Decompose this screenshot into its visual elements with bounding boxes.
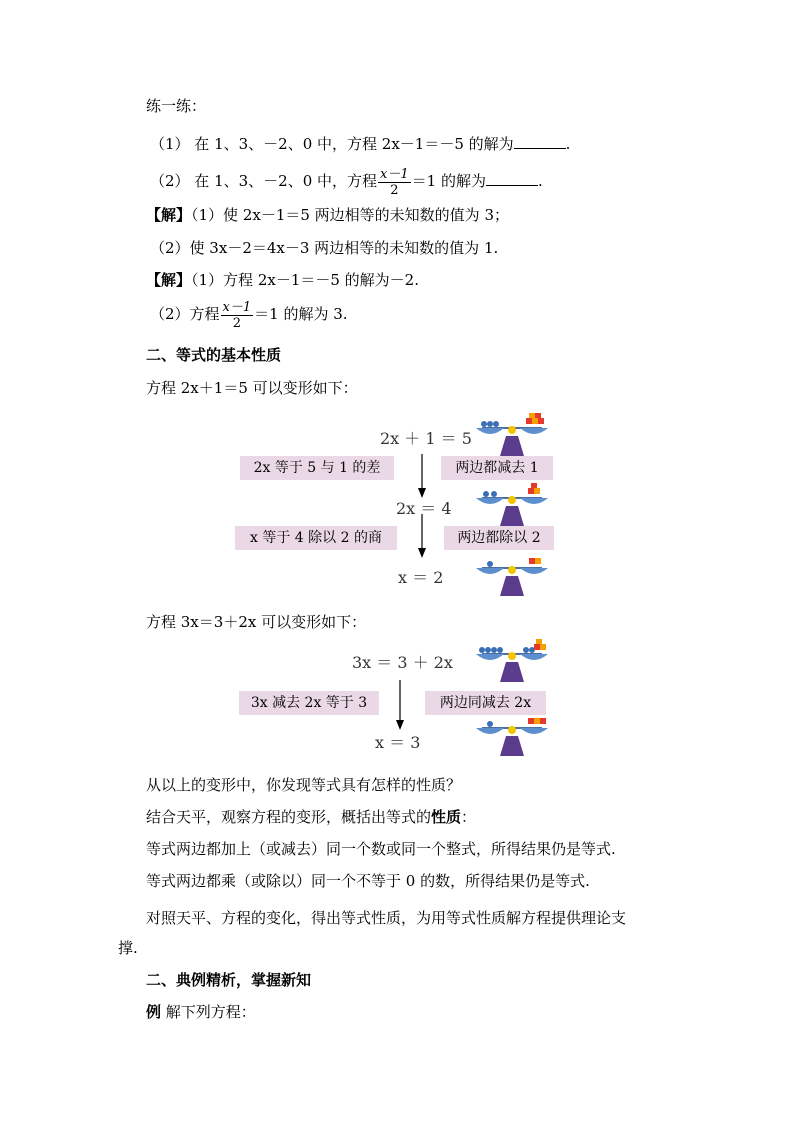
balance-scale-icon bbox=[474, 482, 550, 528]
properties-question: 从以上的变形中，你发现等式具有怎样的性质？ bbox=[146, 776, 462, 794]
example-line: 例 解下列方程： bbox=[146, 1003, 256, 1021]
q2-text: （2） 在 1、3、－2、0 中，方程 bbox=[150, 172, 378, 190]
explain-box-left-1: 2x 等于 5 与 1 的差 bbox=[240, 456, 394, 480]
property-1: 等式两边都加上（或减去）同一个数或同一个整式，所得结果仍是等式. bbox=[146, 840, 616, 858]
section3-heading: 二、典例精析，掌握新知 bbox=[146, 971, 312, 989]
solution2-line1: 【解】（1）方程 2x－1＝－5 的解为－2. bbox=[146, 271, 419, 289]
balance-scale-icon bbox=[474, 552, 550, 598]
q2-fraction: $\frac{x-1}{2}$ bbox=[380, 166, 409, 198]
properties-summary: 结合天平，观察方程的变形，概括出等式的性质： bbox=[146, 808, 477, 826]
q1-blank bbox=[514, 134, 566, 149]
solution2-fraction: $\frac{x-1}{2}$ bbox=[222, 299, 252, 331]
balance-scale-icon bbox=[474, 712, 550, 758]
solution-tag: 【解】 bbox=[146, 206, 192, 224]
solution2-line2: （2）方程 $\frac{x-1}{2}$ ＝1 的解为 3. bbox=[150, 299, 348, 331]
section2-intro: 方程 2x＋1＝5 可以变形如下： bbox=[146, 379, 358, 397]
equation-step-2: x ＝ 3 bbox=[375, 733, 421, 752]
diagram2-intro: 方程 3x＝3＋2x 可以变形如下： bbox=[146, 613, 367, 631]
balance-scale-icon bbox=[474, 638, 550, 684]
q1-text: （1） 在 1、3、－2、0 中，方程 2x－1＝－5 的解为 bbox=[150, 135, 514, 153]
practice-question-2: （2） 在 1、3、－2、0 中，方程 $\frac{x-1}{2}$ ＝1 的解为 . bbox=[150, 166, 543, 198]
explain-box-right-1: 两边都减去 1 bbox=[441, 456, 553, 480]
practice-question-1: （1） 在 1、3、－2、0 中，方程 2x－1＝－5 的解为 . bbox=[150, 135, 571, 153]
q2-blank bbox=[486, 171, 538, 186]
section2-heading: 二、等式的基本性质 bbox=[146, 346, 282, 364]
explain-box-left-1: 3x 减去 2x 等于 3 bbox=[239, 691, 379, 715]
property-2: 等式两边都乘（或除以）同一个不等于 0 的数，所得结果仍是等式. bbox=[146, 872, 590, 890]
example-tag: 例 bbox=[146, 1003, 162, 1021]
explain-box-left-2: x 等于 4 除以 2 的商 bbox=[235, 526, 397, 550]
balance-scale-icon bbox=[474, 412, 550, 458]
equation-step-1: 3x ＝ 3 ＋ 2x bbox=[352, 653, 453, 672]
down-arrow-icon bbox=[414, 452, 430, 560]
note-line-1: 对照天平、方程的变化，得出等式性质，为用等式性质解方程提供理论支 bbox=[146, 909, 627, 927]
down-arrow-icon bbox=[392, 678, 408, 734]
practice-title: 练一练： bbox=[146, 97, 207, 115]
solution-tag: 【解】 bbox=[146, 271, 192, 289]
equation-step-3: x ＝ 2 bbox=[398, 568, 444, 587]
explain-box-right-2: 两边都除以 2 bbox=[444, 526, 554, 550]
solution1-line1: 【解】（1）使 2x－1＝5 两边相等的未知数的值为 3； bbox=[146, 206, 509, 224]
solution1-line2: （2）使 3x－2＝4x－3 两边相等的未知数的值为 1. bbox=[150, 239, 499, 257]
note-line-2: 撑. bbox=[118, 939, 138, 957]
equation-step-1: 2x ＋ 1 ＝ 5 bbox=[380, 429, 472, 448]
equation-step-2: 2x ＝ 4 bbox=[396, 499, 452, 518]
explain-box-right-1: 两边同减去 2x bbox=[425, 691, 546, 715]
